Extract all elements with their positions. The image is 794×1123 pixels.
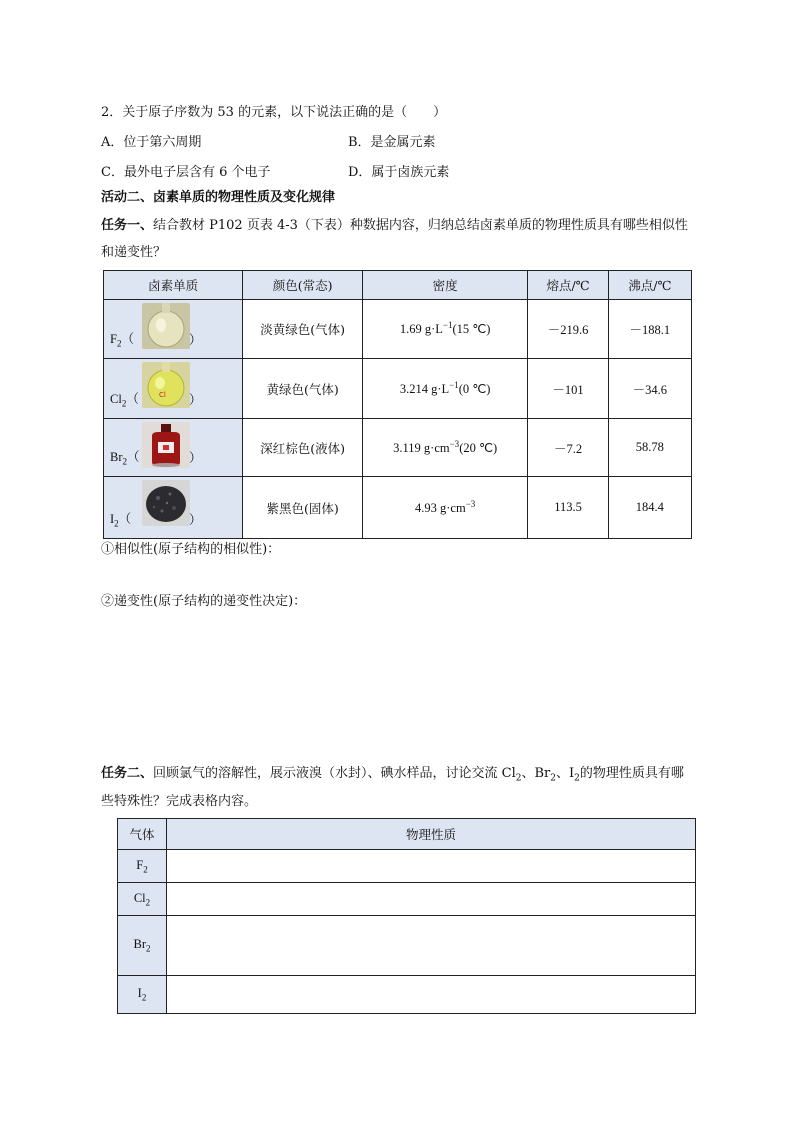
table-row [118,883,696,916]
activity-2-title: 活动二、卤素单质的物理性质及变化规律 [101,190,336,205]
header-density: 密度 [362,271,527,300]
table-row [118,916,696,976]
task-2-line-2: 些特殊性？完成表格内容。 [101,794,258,809]
melting-point-cell: －101 [528,359,608,419]
gas-name-i2: $I_2$ [118,976,167,1014]
task-1-label: 任务一、 [101,218,154,233]
melting-point-cell: －219.6 [528,300,608,359]
boiling-point-cell: 58.78 [608,419,691,477]
halogen-cell-cl2 [104,359,243,419]
table-row [104,359,692,419]
halogen-symbol: $Br_2$（ [110,449,140,466]
density-cell: 1.69 $g\cdot L^{-1}(15$ ℃) [362,300,527,359]
boiling-point-cell: －188.1 [608,300,691,359]
close-paren: ） [189,450,202,465]
boiling-point-cell: 184.4 [608,477,691,539]
halogen-properties-table [103,270,692,539]
iodine-solid-image [142,480,190,526]
table-row [104,300,692,359]
header-melting-point: 熔点/℃ [528,271,608,300]
option-a: A．位于第六周期 [101,135,202,150]
header-gas: 气体 [118,819,167,850]
melting-point-cell: 113.5 [528,477,608,539]
physical-properties-table [117,818,696,1014]
answer-cell-i2[interactable] [167,976,696,1014]
answer-cell-br2[interactable] [167,916,696,976]
option-c: C．最外电子层含有 6 个电子 [101,165,271,180]
header-physical-property: 物理性质 [167,819,696,850]
table-header-row [104,271,692,300]
chlorine-flask-image [142,362,190,408]
density-cell: 3.214 $g\cdot L^{-1}(0$ ℃) [362,359,527,419]
table-row [118,850,696,883]
option-d: D．属于卤族元素 [348,165,450,180]
close-paren: ） [189,512,202,527]
task-1-line-2: 和递变性？ [101,245,167,260]
color-cell: 淡黄绿色(气体) [243,300,363,359]
option-b: B．是金属元素 [348,135,436,150]
density-cell: 3.119 $g\cdot cm^{-3}(20$ ℃) [362,419,527,477]
table-row [104,419,692,477]
task-2-line-1: 任务二、回顾氯气的溶解性，展示液溴（水封）、碘水样品，讨论交流 $Cl_2$、$Br_2$、$I_2$的物理性质具有哪 [101,766,684,784]
close-paren: ） [189,332,202,347]
header-color: 颜色(常态) [243,271,363,300]
svg-text:Cl: Cl [159,391,166,399]
fluorine-flask-image [142,303,190,349]
task-1-text-1: 结合教材 P102 页表 4-3（下表）种数据内容，归纳总结卤素单质的物理性质具有哪些相似性 [153,218,688,233]
header-boiling-point: 沸点/℃ [608,271,691,300]
color-cell: 黄绿色(气体) [243,359,363,419]
gas-name-cl2: $Cl_2$ [118,883,167,916]
halogen-symbol: $F_2$（ [110,331,134,348]
table-header-row [118,819,696,850]
task-2-label: 任务二、 [101,766,154,781]
halogen-cell-f2 [104,300,243,359]
gas-name-br2: $Br_2$ [118,916,167,976]
question-2-stem: 2．关于原子序数为 53 的元素，以下说法正确的是（ ） [101,105,447,120]
color-cell: 紫黑色(固体) [243,477,363,539]
answer-cell-cl2[interactable] [167,883,696,916]
similarity-prompt: ①相似性(原子结构的相似性)： [101,542,281,557]
gradation-prompt: ②递变性(原子结构的递变性决定)： [101,594,307,609]
header-halogen: 卤素单质 [104,271,243,300]
density-cell: 4.93 $g\cdot cm^{-3}$ [362,477,527,539]
halogen-symbol: $I_2$（ [110,511,132,528]
table-row [104,477,692,539]
answer-cell-f2[interactable] [167,850,696,883]
color-cell: 深红棕色(液体) [243,419,363,477]
melting-point-cell: －7.2 [528,419,608,477]
close-paren: ） [189,392,202,407]
gas-name-f2: $F_2$ [118,850,167,883]
halogen-cell-i2 [104,477,243,539]
halogen-cell-br2 [104,419,243,477]
bromine-bottle-image [142,422,190,468]
boiling-point-cell: －34.6 [608,359,691,419]
task-1-line-1 [101,217,688,235]
table-row [118,976,696,1014]
halogen-symbol: $Cl_2$（ [110,391,139,408]
